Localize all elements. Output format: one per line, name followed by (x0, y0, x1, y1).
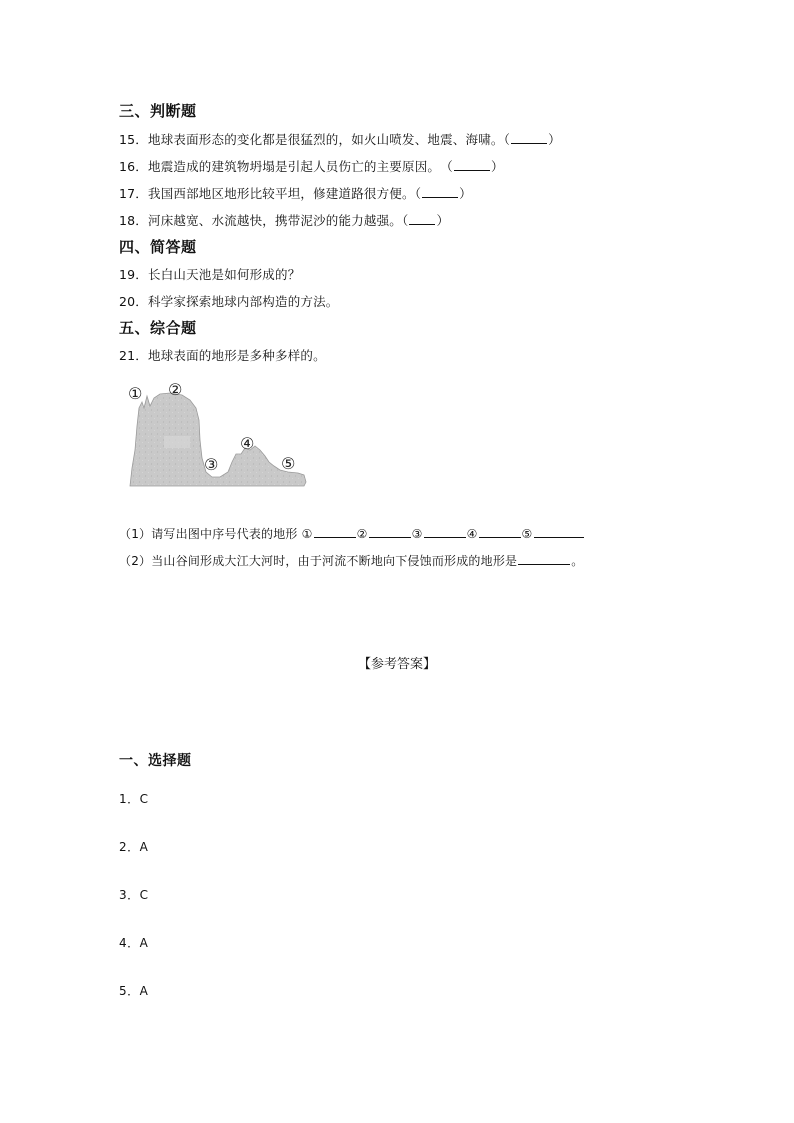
question-18-text: 18．河床越宽、水流越快，携带泥沙的能力越强。（ (119, 213, 409, 228)
question-18 (119, 211, 449, 229)
answer-item-4: 4．A (119, 936, 149, 950)
landform-cross-section (126, 378, 312, 490)
question-15-text: 15．地球表面形态的变化都是很猛烈的，如火山喷发、地震、海啸。（ (119, 132, 511, 147)
answer-item-1: 1．C (119, 792, 149, 806)
figure-label-2: ② (168, 380, 183, 399)
landform-figure (126, 378, 312, 490)
sub1-prefix: （1）请写出图中序号代表的地形 (119, 527, 298, 541)
sub1-marker-3: ③ (411, 527, 423, 541)
answer-blank-15[interactable] (511, 131, 547, 144)
answer-blank-landform-1[interactable] (314, 525, 356, 538)
figure-label-4: ④ (240, 434, 255, 453)
answer-blank-landform-4[interactable] (479, 525, 521, 538)
answer-blank-sub2[interactable] (518, 552, 570, 565)
question-21-sub1 (119, 525, 585, 542)
sub2-end: 。 (571, 554, 584, 568)
sub1-marker-4: ④ (466, 527, 478, 541)
sub1-marker-1: ① (301, 527, 313, 541)
answer-item-3: 3．C (119, 888, 149, 902)
answers-title: 【参考答案】 (357, 657, 436, 672)
sub1-marker-5: ⑤ (521, 527, 533, 541)
sub2-text: （2）当山谷间形成大江大河时，由于河流不断地向下侵蚀而形成的地形是 (119, 554, 518, 568)
section5-heading: 五、综合题 (119, 319, 197, 337)
answer-blank-landform-2[interactable] (369, 525, 411, 538)
question-17-text: 17．我国西部地区地形比较平坦，修建道路很方便。（ (119, 186, 422, 201)
answers-section1-heading: 一、选择题 (119, 753, 192, 769)
question-16-end: ） (491, 159, 504, 174)
figure-label-3: ③ (204, 455, 219, 474)
question-20: 20．科学家探索地球内部构造的方法。 (119, 294, 339, 309)
question-21: 21．地球表面的地形是多种多样的。 (119, 348, 326, 363)
answer-blank-16[interactable] (454, 158, 490, 171)
question-17-end: ） (459, 186, 472, 201)
terrain-label-smudge (164, 436, 190, 448)
answer-item-5: 5．A (119, 984, 149, 998)
question-19: 19．长白山天池是如何形成的？ (119, 267, 301, 282)
question-17 (119, 184, 472, 202)
figure-label-1: ① (128, 384, 143, 403)
answer-blank-landform-3[interactable] (424, 525, 466, 538)
question-15-end: ） (548, 132, 561, 147)
question-16 (119, 157, 504, 175)
question-18-end: ） (436, 213, 450, 228)
question-15 (119, 130, 561, 148)
section3-heading: 三、判断题 (119, 102, 197, 120)
answer-blank-17[interactable] (422, 185, 458, 198)
figure-label-5: ⑤ (281, 454, 296, 473)
answer-blank-18[interactable] (409, 212, 435, 225)
question-21-sub2 (119, 552, 583, 569)
question-16-text: 16．地震造成的建筑物坍塌是引起人员伤亡的主要原因。 （ (119, 159, 454, 174)
answer-blank-landform-5[interactable] (534, 525, 584, 538)
section4-heading: 四、简答题 (119, 238, 197, 256)
answer-item-2: 2．A (119, 840, 149, 854)
sub1-marker-2: ② (356, 527, 368, 541)
